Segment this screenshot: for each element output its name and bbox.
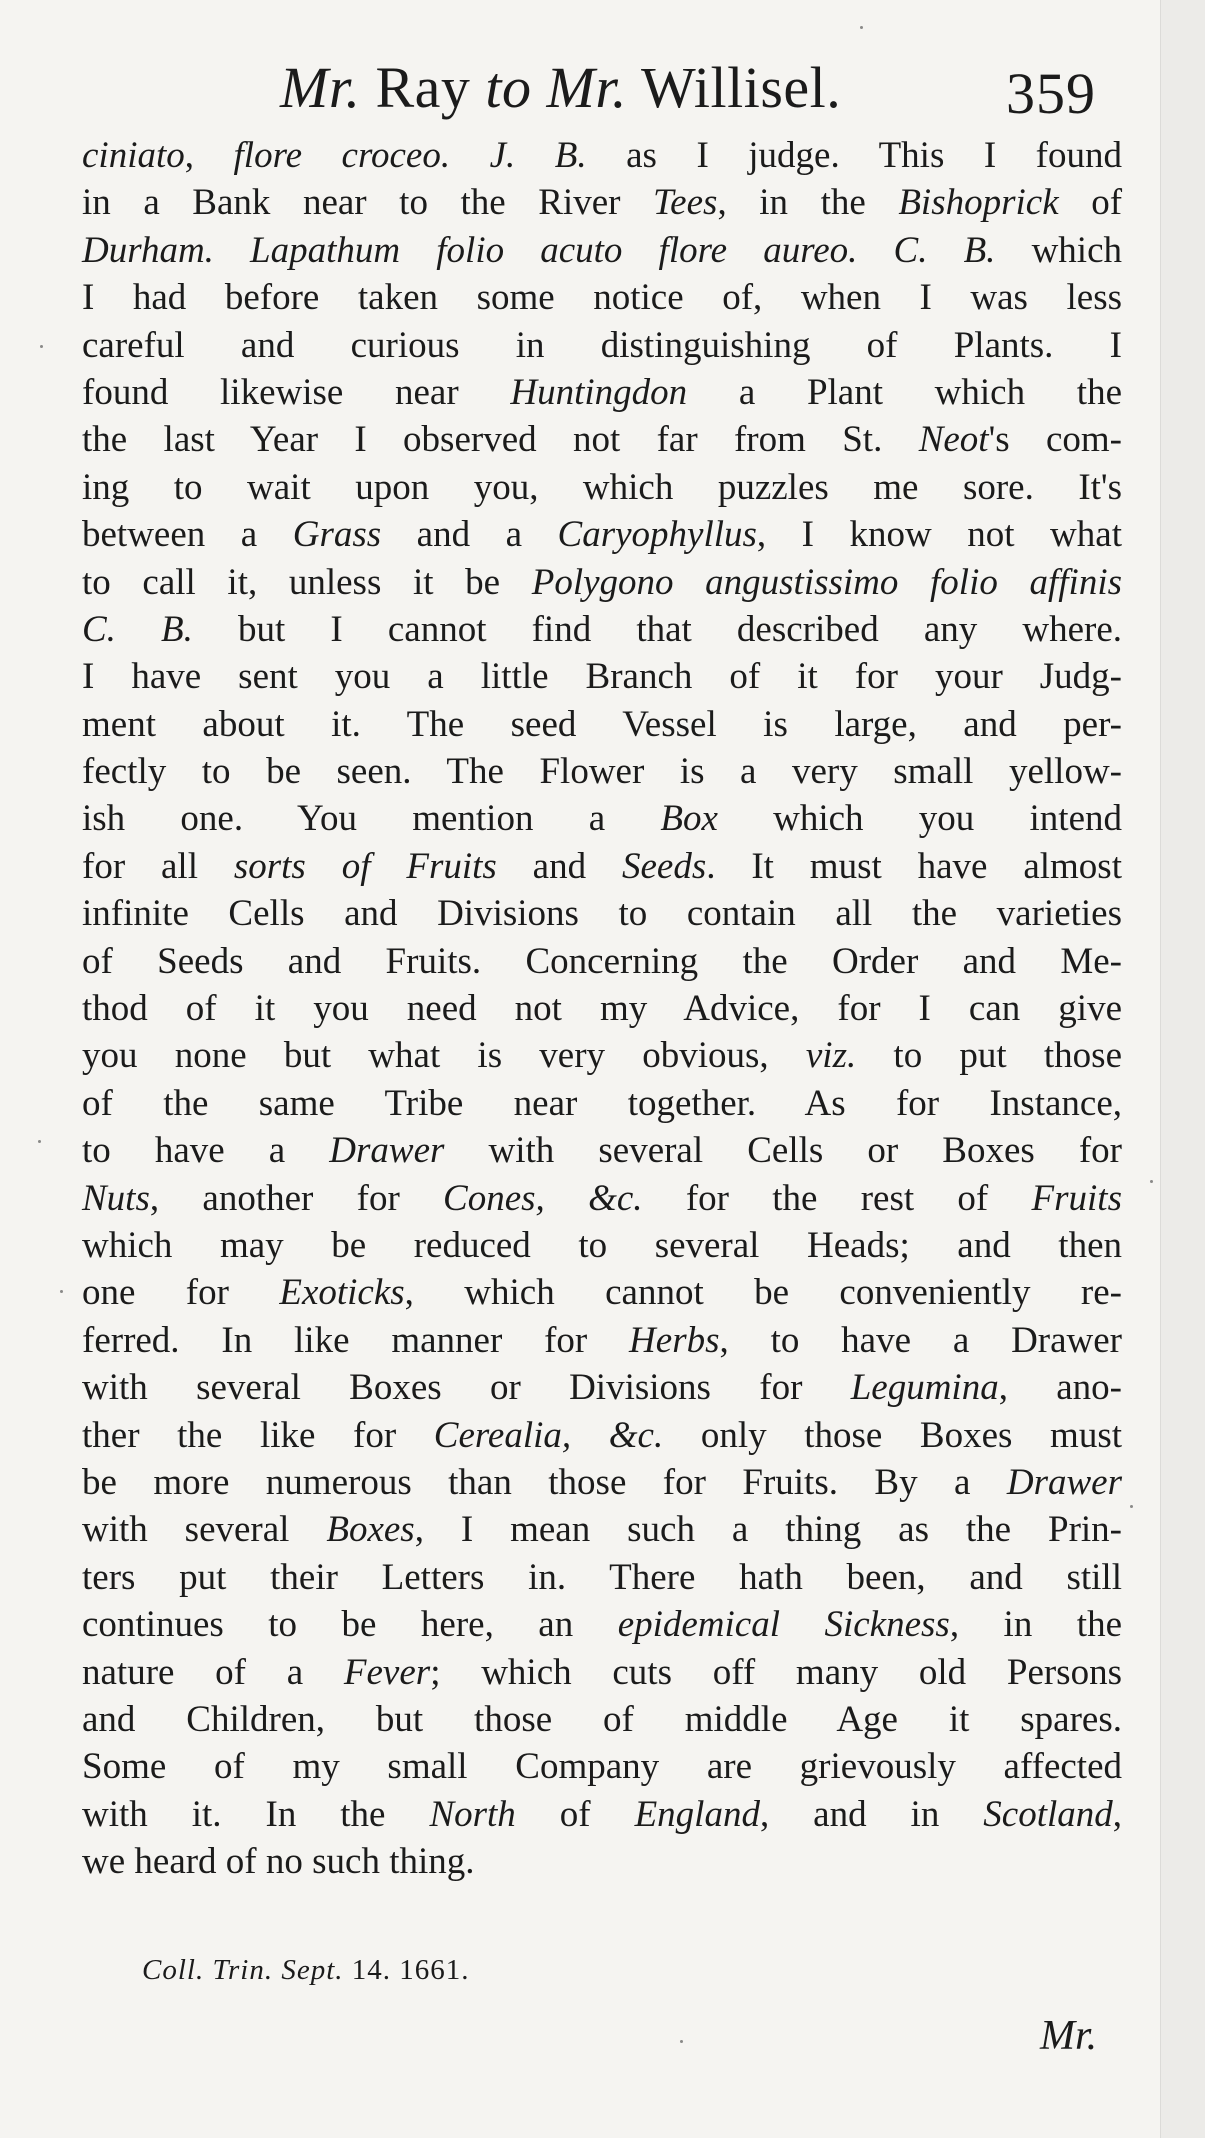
italic-text: sorts of Fruits bbox=[233, 845, 497, 887]
roman-text: of the same Tribe near together. As for Instance, bbox=[82, 1082, 1122, 1124]
paper-speck bbox=[40, 345, 43, 348]
roman-text: and a bbox=[381, 514, 558, 556]
roman-text: with several bbox=[82, 1509, 327, 1551]
text-line bbox=[82, 1459, 1122, 1506]
roman-text: , in the bbox=[717, 182, 899, 224]
roman-text: , and in bbox=[759, 1793, 984, 1835]
roman-text: which may be reduced to several Heads; and then bbox=[82, 1224, 1122, 1266]
roman-text: of bbox=[1058, 182, 1123, 224]
running-head-willisel: Willisel. bbox=[627, 55, 842, 120]
roman-text: to call it, unless it be bbox=[82, 561, 532, 603]
italic-text: viz. bbox=[805, 1035, 857, 1077]
roman-text: ther the like for bbox=[82, 1414, 434, 1456]
italic-text: Scotland bbox=[983, 1793, 1113, 1835]
roman-text: with several Cells or Boxes for bbox=[444, 1130, 1122, 1172]
roman-text: fectly to be seen. The Flower is a very small yellow- bbox=[82, 751, 1122, 793]
text-line bbox=[82, 1601, 1122, 1648]
text-line bbox=[82, 1838, 1122, 1885]
italic-text: Fruits bbox=[1031, 1177, 1122, 1219]
roman-text: , another for bbox=[149, 1177, 444, 1219]
text-line bbox=[82, 748, 1122, 795]
dateline bbox=[142, 1950, 470, 1990]
roman-text: the last Year I observed not far from St. bbox=[82, 419, 919, 461]
text-line bbox=[82, 416, 1122, 463]
text-line bbox=[82, 1743, 1122, 1790]
italic-text: Exoticks bbox=[279, 1272, 405, 1314]
text-line bbox=[82, 1791, 1122, 1838]
text-line bbox=[82, 795, 1122, 842]
roman-text: you none but what is very obvious, bbox=[82, 1035, 806, 1077]
dateline-place: Coll. Trin. Sept. bbox=[142, 1954, 344, 1986]
roman-text: , to have a Drawer bbox=[719, 1319, 1122, 1361]
text-line bbox=[82, 843, 1122, 890]
roman-text: continues to be here, an bbox=[82, 1604, 618, 1646]
italic-text: Fever bbox=[343, 1651, 431, 1693]
text-line bbox=[82, 464, 1122, 511]
italic-text: Nuts bbox=[82, 1177, 150, 1219]
italic-text: Legumina bbox=[850, 1367, 999, 1409]
roman-text: , ano- bbox=[998, 1367, 1123, 1409]
roman-text: for the rest of bbox=[642, 1177, 1032, 1219]
running-head-to: to bbox=[485, 55, 532, 120]
roman-text: one for bbox=[82, 1272, 280, 1314]
text-line bbox=[82, 559, 1122, 606]
roman-text: to put those bbox=[856, 1035, 1122, 1077]
italic-text: Herbs bbox=[629, 1319, 720, 1361]
roman-text: . It must have almost bbox=[706, 845, 1122, 887]
text-line bbox=[82, 179, 1122, 226]
text-line bbox=[82, 701, 1122, 748]
text-line bbox=[82, 1364, 1122, 1411]
italic-text: Grass bbox=[292, 514, 382, 556]
text-line bbox=[82, 1649, 1122, 1696]
roman-text: I have sent you a little Branch of it for your Judg- bbox=[82, 656, 1122, 698]
roman-text: Some of my small Company are grievously affected bbox=[82, 1746, 1122, 1788]
roman-text: , which cannot be conveniently re- bbox=[404, 1272, 1122, 1314]
roman-text: nature of a bbox=[82, 1651, 344, 1693]
roman-text: in a Bank near to the River bbox=[82, 182, 653, 224]
roman-text: for all bbox=[82, 845, 234, 887]
paper-speck bbox=[680, 2040, 683, 2043]
paper-speck bbox=[860, 26, 863, 29]
running-head-mr-second: Mr. bbox=[531, 55, 627, 120]
text-line bbox=[82, 1080, 1122, 1127]
roman-text: a Plant which the bbox=[687, 371, 1122, 413]
text-line bbox=[82, 132, 1122, 179]
italic-text: C. B. bbox=[82, 608, 193, 650]
text-line bbox=[82, 1175, 1122, 1222]
roman-text: ferred. In like manner for bbox=[82, 1319, 630, 1361]
roman-text: only those Boxes must bbox=[663, 1414, 1122, 1456]
roman-text: with it. In the bbox=[82, 1793, 430, 1835]
roman-text: and bbox=[496, 845, 622, 887]
text-line bbox=[82, 511, 1122, 558]
roman-text: ; which cuts off many old Persons bbox=[430, 1651, 1122, 1693]
text-line bbox=[82, 890, 1122, 937]
italic-text: Boxes bbox=[326, 1509, 415, 1551]
text-line bbox=[82, 1269, 1122, 1316]
text-line bbox=[82, 1127, 1122, 1174]
roman-text: thod of it you need not my Advice, for I can give bbox=[82, 988, 1122, 1030]
roman-text: but I cannot find that described any where. bbox=[192, 608, 1122, 650]
italic-text: Neot bbox=[918, 419, 989, 461]
roman-text: of bbox=[515, 1793, 635, 1835]
text-line bbox=[82, 1554, 1122, 1601]
text-line bbox=[82, 1412, 1122, 1459]
text-line bbox=[82, 938, 1122, 985]
page-edge-shadow bbox=[1160, 0, 1205, 2138]
italic-text: Drawer bbox=[329, 1130, 445, 1172]
page-header bbox=[0, 52, 1205, 132]
text-line bbox=[82, 274, 1122, 321]
running-head-ray: Ray bbox=[360, 55, 486, 120]
letter-body bbox=[82, 132, 1122, 1885]
text-line bbox=[82, 606, 1122, 653]
italic-text: ciniato bbox=[82, 135, 185, 176]
text-line bbox=[82, 1696, 1122, 1743]
roman-text: ing to wait upon you, which puzzles me sore. It's bbox=[82, 466, 1122, 508]
page-number: 359 bbox=[1006, 61, 1096, 126]
italic-text: Cones, &c. bbox=[443, 1177, 643, 1219]
dateline-year: 1661. bbox=[391, 1954, 470, 1986]
italic-text: epidemical Sickness bbox=[617, 1604, 950, 1646]
italic-text: flore croceo. J. B. bbox=[233, 135, 587, 176]
roman-text: with several Boxes or Divisions for bbox=[82, 1367, 851, 1409]
text-line bbox=[82, 985, 1122, 1032]
roman-text: which you intend bbox=[717, 798, 1122, 840]
italic-text: Bishoprick bbox=[898, 182, 1059, 224]
dateline-day: 14. bbox=[343, 1954, 392, 1986]
roman-text: to have a bbox=[82, 1130, 330, 1172]
roman-text: , in the bbox=[949, 1604, 1122, 1646]
roman-text: 's com- bbox=[988, 419, 1123, 461]
italic-text: North bbox=[429, 1793, 516, 1835]
roman-text: between a bbox=[82, 514, 293, 556]
text-line bbox=[82, 653, 1122, 700]
paper-speck bbox=[1130, 1505, 1133, 1508]
text-line bbox=[82, 1317, 1122, 1364]
italic-text: Drawer bbox=[1006, 1461, 1122, 1503]
roman-text: , bbox=[184, 135, 234, 176]
roman-text: ish one. You mention a bbox=[82, 798, 661, 840]
text-line bbox=[82, 369, 1122, 416]
running-head bbox=[280, 56, 841, 120]
italic-text: Seeds bbox=[621, 845, 707, 887]
italic-text: Box bbox=[660, 798, 718, 840]
italic-text: Huntingdon bbox=[510, 371, 688, 413]
roman-text: and Children, but those of middle Age it spares. bbox=[82, 1698, 1122, 1740]
roman-text: , bbox=[1112, 1793, 1123, 1835]
text-line bbox=[82, 227, 1122, 274]
running-head-mr-first: Mr. bbox=[280, 55, 361, 120]
roman-text: ters put their Letters in. There hath been, and still bbox=[82, 1556, 1122, 1598]
text-line bbox=[82, 1032, 1122, 1079]
italic-text: Cerealia, &c. bbox=[433, 1414, 664, 1456]
italic-text: Polygono angustissimo folio affinis bbox=[531, 561, 1123, 603]
paper-speck bbox=[38, 1140, 41, 1143]
italic-text: Durham. Lapathum folio acuto flore aureo. C. B. bbox=[82, 229, 996, 271]
italic-text: Caryophyllus bbox=[557, 514, 757, 556]
text-line bbox=[82, 1222, 1122, 1269]
roman-text: ment about it. The seed Vessel is large, and per- bbox=[82, 703, 1122, 745]
roman-text: I had before taken some notice of, when I was less bbox=[82, 277, 1122, 319]
roman-text: which bbox=[995, 229, 1122, 271]
roman-text: , I know not what bbox=[756, 514, 1122, 556]
roman-text: of Seeds and Fruits. Concerning the Order and Me- bbox=[82, 940, 1122, 982]
paper-speck bbox=[60, 1290, 63, 1293]
text-line bbox=[82, 1506, 1122, 1553]
roman-text: be more numerous than those for Fruits. By a bbox=[82, 1461, 1007, 1503]
roman-text: found likewise near bbox=[82, 371, 511, 413]
roman-text: careful and curious in distinguishing of Plants. I bbox=[82, 324, 1122, 366]
italic-text: Tees bbox=[653, 182, 718, 224]
italic-text: England bbox=[634, 1793, 760, 1835]
roman-text: , I mean such a thing as the Prin- bbox=[414, 1509, 1122, 1551]
catchword: Mr. bbox=[1040, 2013, 1098, 2059]
paper-speck bbox=[1150, 1180, 1153, 1183]
roman-text: we heard of no such thing. bbox=[82, 1841, 475, 1883]
text-line bbox=[82, 322, 1122, 369]
roman-text: infinite Cells and Divisions to contain all the varieties bbox=[82, 893, 1122, 935]
roman-text: as I judge. This I found bbox=[586, 135, 1123, 176]
